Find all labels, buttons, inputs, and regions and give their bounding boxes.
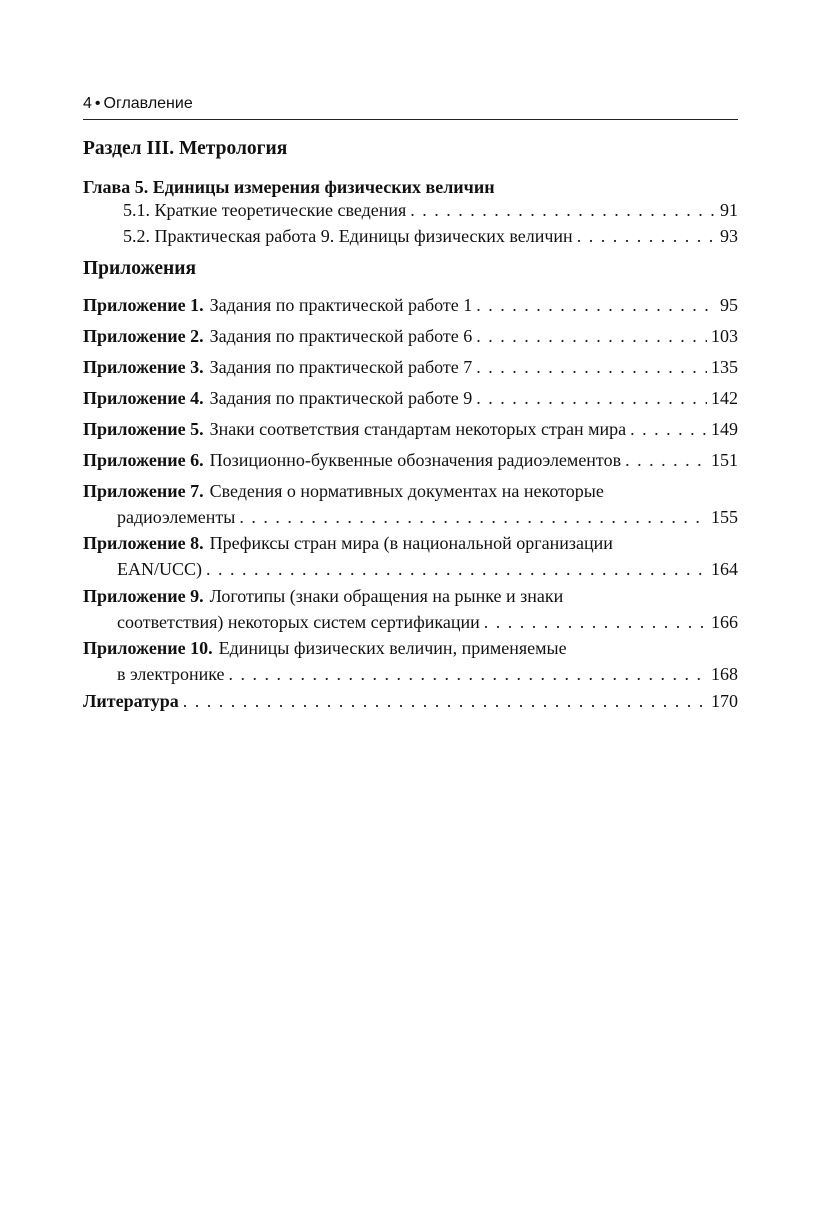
dot-leader [235, 504, 707, 530]
appendix-title-continued: соответствия) некоторых систем сертификации [117, 612, 480, 632]
toc-appendix-4[interactable] [83, 385, 738, 411]
header-bullet: • [94, 95, 101, 112]
toc-appendix-9[interactable] [83, 583, 738, 635]
dot-leader [480, 609, 707, 635]
chapter-title[interactable]: Глава 5. Единицы измерения физических величин [83, 177, 495, 197]
appendices-heading: Приложения [83, 258, 197, 279]
appendix-title: Задания по практической работе 7 [209, 357, 473, 377]
toc-page-number: 95 [720, 295, 738, 315]
appendix-label: Приложение 10. [83, 638, 213, 658]
dot-leader [406, 197, 716, 223]
toc-page-number: 168 [711, 664, 738, 684]
appendix-label: Приложение 2. [83, 326, 204, 346]
toc-appendix-8[interactable] [83, 530, 738, 582]
page-header [83, 93, 738, 120]
toc-appendix-3[interactable] [83, 354, 738, 380]
appendix-title: Префиксы стран мира (в национальной организации [209, 533, 613, 553]
appendix-title: Задания по практической работе 1 [209, 295, 473, 315]
appendix-label: Приложение 6. [83, 450, 204, 470]
toc-page-number: 170 [711, 691, 738, 711]
appendix-title: Логотипы (знаки обращения на рынке и знаки [209, 586, 564, 606]
appendix-label: Приложение 1. [83, 295, 204, 315]
toc-literature[interactable] [83, 688, 738, 714]
appendix-label: Приложение 7. [83, 481, 204, 501]
toc-appendix-5[interactable] [83, 416, 738, 442]
toc-page-number: 91 [720, 200, 738, 220]
appendix-title: Задания по практической работе 6 [209, 326, 473, 346]
appendix-label: Приложение 5. [83, 419, 204, 439]
appendix-title: Единицы физических величин, применяемые [218, 638, 567, 658]
toc-page-number: 149 [711, 419, 738, 439]
toc-appendix-7[interactable] [83, 478, 738, 530]
section-title: Раздел III. Метрология [83, 138, 288, 159]
toc-page-number: 166 [711, 612, 738, 632]
toc-appendix-10[interactable] [83, 635, 738, 687]
literature-title: Литература [83, 691, 179, 711]
dot-leader [472, 385, 707, 411]
dot-leader [472, 354, 707, 380]
toc-appendix-6[interactable] [83, 447, 738, 473]
toc-page-number: 135 [711, 357, 738, 377]
dot-leader [573, 223, 716, 249]
appendix-label: Приложение 4. [83, 388, 204, 408]
toc-page-number: 155 [711, 507, 738, 527]
toc-page-number: 142 [711, 388, 738, 408]
appendix-label: Приложение 9. [83, 586, 204, 606]
toc-entry-text: 5.1. Краткие теоретические сведения [123, 200, 407, 220]
appendix-label: Приложение 3. [83, 357, 204, 377]
appendix-title-continued: EAN/UCC) [117, 559, 202, 579]
dot-leader [472, 323, 707, 349]
toc-page-number: 164 [711, 559, 738, 579]
toc-appendix-1[interactable] [83, 292, 738, 318]
appendix-title: Позиционно-буквенные обозначения радиоэлементов [209, 450, 622, 470]
dot-leader [626, 416, 707, 442]
toc-page-number: 151 [711, 450, 738, 470]
appendix-title: Знаки соответствия стандартам некоторых стран мира [209, 419, 627, 439]
dot-leader [225, 661, 707, 687]
appendix-title-continued: в электронике [117, 664, 225, 684]
toc-entry-5-1[interactable] [83, 197, 738, 223]
toc-entry-text: 5.2. Практическая работа 9. Единицы физических величин [123, 226, 573, 246]
header-title: Оглавление [103, 95, 193, 112]
dot-leader [179, 688, 707, 714]
appendix-title-continued: радиоэлементы [117, 507, 236, 527]
toc-page-number: 103 [711, 326, 738, 346]
dot-leader [202, 556, 707, 582]
toc-page-number: 93 [720, 226, 738, 246]
appendix-title: Задания по практической работе 9 [209, 388, 473, 408]
toc-entry-5-2[interactable] [83, 223, 738, 249]
dot-leader [472, 292, 716, 318]
appendix-title: Сведения о нормативных документах на некоторые [209, 481, 604, 501]
header-page-number: 4 [83, 95, 92, 112]
toc-appendix-2[interactable] [83, 323, 738, 349]
dot-leader [621, 447, 707, 473]
appendix-label: Приложение 8. [83, 533, 204, 553]
